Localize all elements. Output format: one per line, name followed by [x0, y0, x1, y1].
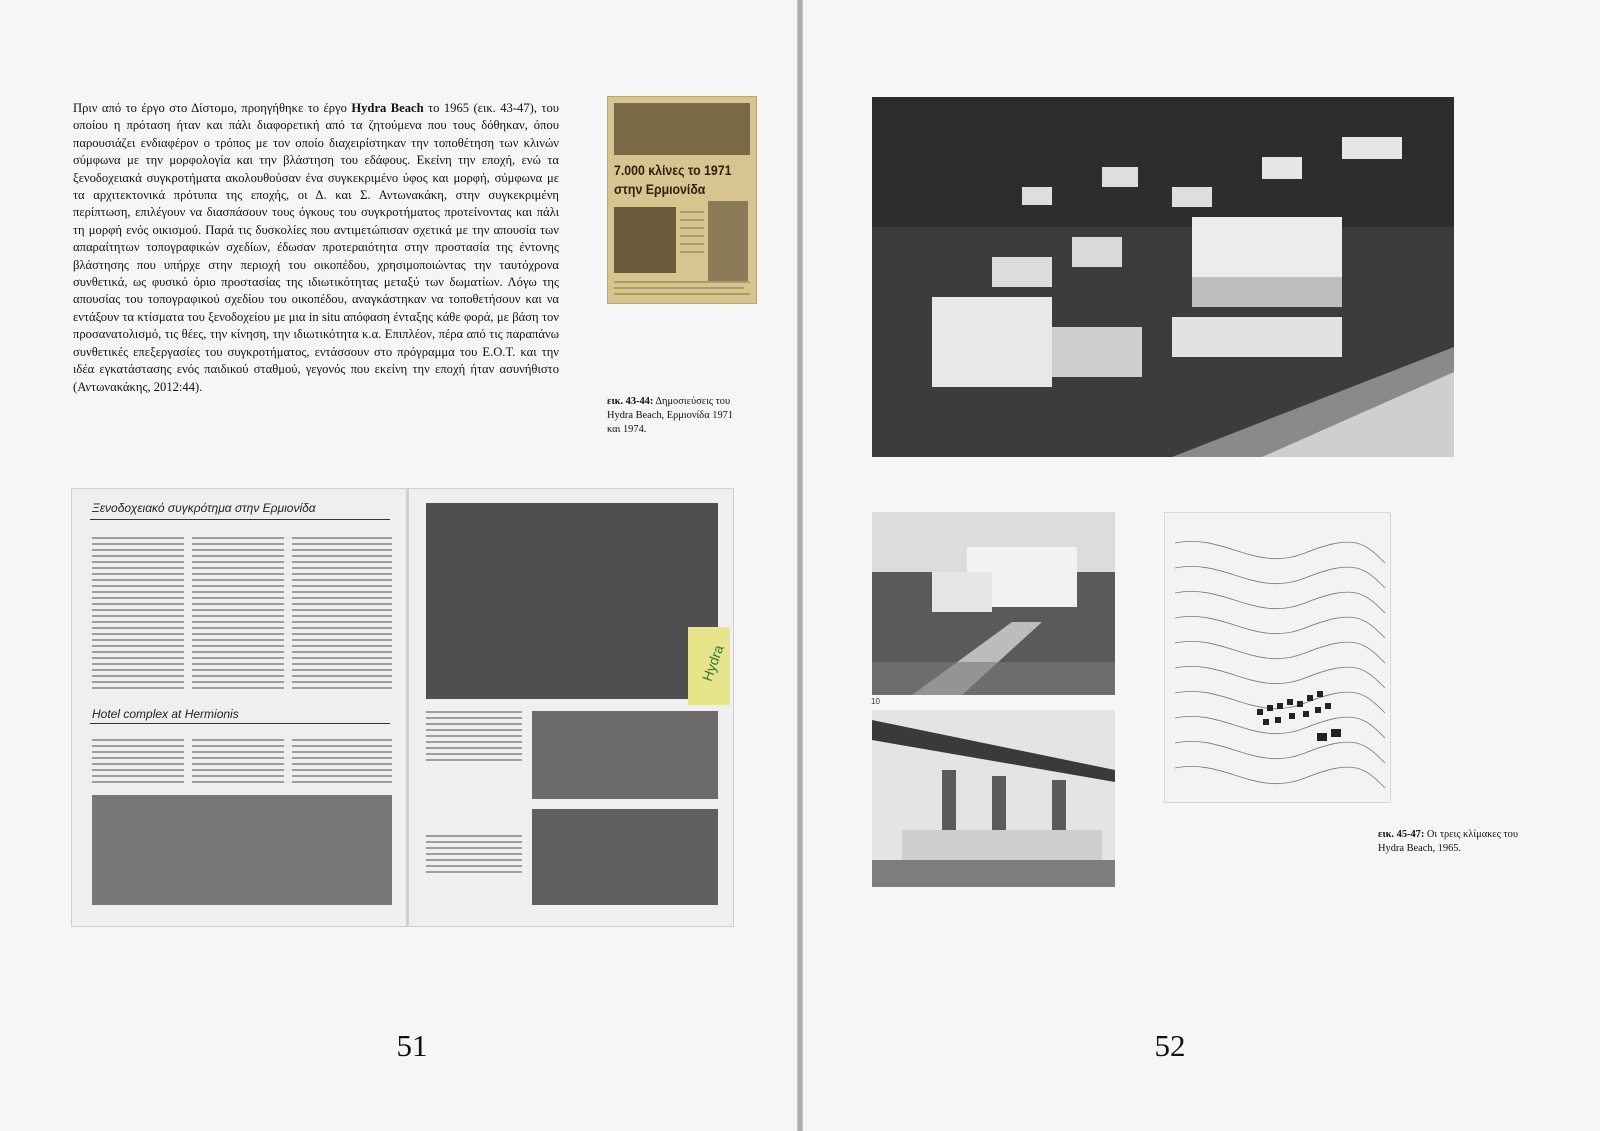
magazine-title-greek: Ξενοδοχειακό συγκρότημα στην Ερμιονίδα	[92, 501, 316, 515]
aerial-photo-graphic	[872, 97, 1454, 457]
clipping-figure-photo	[708, 201, 748, 281]
right-page	[803, 0, 1600, 1131]
left-page	[0, 0, 797, 1131]
page-number: 51	[396, 1028, 428, 1063]
magazine-caption-column	[426, 711, 522, 765]
project-name: Hydra Beach	[351, 101, 424, 115]
house-photo-graphic	[872, 512, 1115, 695]
photo-house-terrace	[872, 512, 1115, 695]
photo-pergola	[872, 710, 1115, 887]
magazine-village-photo	[532, 809, 718, 905]
clipping-aerial-photo	[614, 103, 750, 155]
magazine-text-column	[292, 537, 392, 693]
body-paragraph	[73, 100, 559, 396]
magazine-aerial-photo	[426, 503, 718, 699]
magazine-text-column	[92, 739, 184, 787]
magazine-fold	[406, 489, 409, 926]
photo-label: 10	[871, 697, 880, 706]
magazine-text-column	[192, 537, 284, 693]
magazine-caption-column	[426, 835, 522, 877]
magazine-text-column	[192, 739, 284, 787]
magazine-bay-photo	[92, 795, 392, 905]
clipping-portrait-photo	[614, 207, 676, 273]
magazine-title-english: Hotel complex at Hermionis	[92, 707, 239, 721]
aerial-photo-hydra-beach	[872, 97, 1454, 457]
caption-fig-43-44: εικ. 43-44: Δημοσιεύσεις του Hydra Beach, Ερμιονίδα 1971 και 1974.	[607, 396, 734, 435]
topographic-site-map	[1164, 512, 1391, 803]
paragraph-text-start: Πριν από το έργο στο Δίστομο, προηγήθηκε το έργο	[73, 101, 352, 115]
clipping-headline: 7.000 κλίνες το 1971 στην Ερμιονίδα	[614, 162, 732, 197]
newspaper-clipping	[607, 96, 757, 304]
page-number: 52	[1154, 1028, 1186, 1063]
magazine-spread	[71, 488, 734, 927]
magazine-coast-photo	[532, 711, 718, 799]
caption-fig-45-47: εικ. 45-47: Οι τρεις κλίμακες του Hydra Beach, 1965.	[1378, 829, 1518, 854]
paragraph-text-rest: το 1965 (εικ. 43-47), του οποίου η πρόταση ήταν και πάλι διαφορετική από τα ζητούμενα που τους δόθηκαν, όπου παρουσιάζει ενδιαφέρον ο τρόπος με τον οποίο διαχειρίστηκαν την τοποθέτηση των κλινών σύμφωνα με την μορφολογία και την βλάστηση του εδάφους. Εκείνη την εποχή, ενώ τα ξενοδοχειακά συγκροτήματα ακολουθούσαν ένα συγκεκριμένο ύφος και μορφή, σύμφωνα με τα αρχιτεκτονικά πρότυπα της εποχής, οι Δ. και Σ. Αντωνακάκη, στην συγκεκριμένη περίπτωση, επιλέγουν να διασπάσουν τους όγκους του συγκροτήματος προτείνοντας και πάλι τη μορφή ενός οικισμού. Παρά τις δυσκολίες που αντιμετώπισαν σχετικά με την απουσία των απαραίτητων τοπογραφικών σχεδίων, έδωσαν προτεραιότητα στην προστασία της έντονης βλάστησης που υπήρχε στην περιοχή του οικοπέδου, χρησιμοποιώντας την ταυτόχρονα συνθετικά, ως φυσικό όριο προστασίας της ιδιωτικότητας μεταξύ των δωματίων. Λόγω της απουσίας του τοπογραφικού σχεδίου του οικοπέδου, αναγκάστηκαν να τοποθετήσουν και να εντάξουν τα κτίσματα του ξενοδοχείου με μια in situ απόφαση ένταξης κάθε φορά, με βάση τον προσανατολισμό, τις θέες, την κίνηση, την ιδιωτικότητα κ.α. Επιπλέον, πέρα από τις παραπάνω συνθετικές επεξεργασίες του συγκροτήματος, εντάσσουν στο πρόγραμμα του Ε.Ο.Τ. και την ιδέα εγκατάστασης ενός παιδικού σταθμού, γεγονός που εκείνη την εποχή ήταν ασυνήθιστο (Αντωνακάκης, 2012:44).	[73, 101, 559, 394]
magazine-text-column	[92, 537, 184, 693]
magazine-text-column	[292, 739, 392, 787]
pergola-photo-graphic	[872, 710, 1115, 887]
sticky-note: Hydra	[688, 627, 730, 705]
topographic-map-graphic	[1165, 513, 1390, 802]
